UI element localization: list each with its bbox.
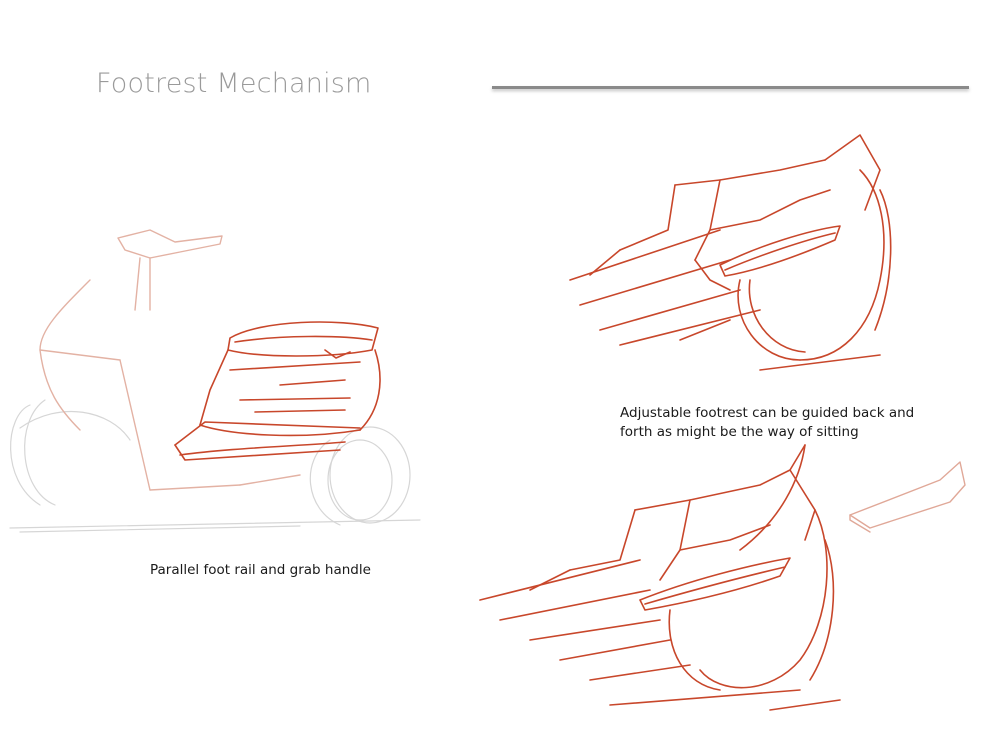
caption-foot-rail: Parallel foot rail and grab handle [150, 562, 371, 578]
caption-adjustable-footrest: Adjustable footrest can be guided back and forth as might be the way of sitting [620, 405, 915, 440]
scooter-foot-rail-sketch [0, 200, 440, 540]
adjustable-footrest-sketch-bottom [470, 440, 970, 730]
page-title: Footrest Mechanism [96, 68, 372, 99]
adjustable-footrest-sketch-top [560, 130, 900, 390]
header-rule [492, 86, 969, 89]
